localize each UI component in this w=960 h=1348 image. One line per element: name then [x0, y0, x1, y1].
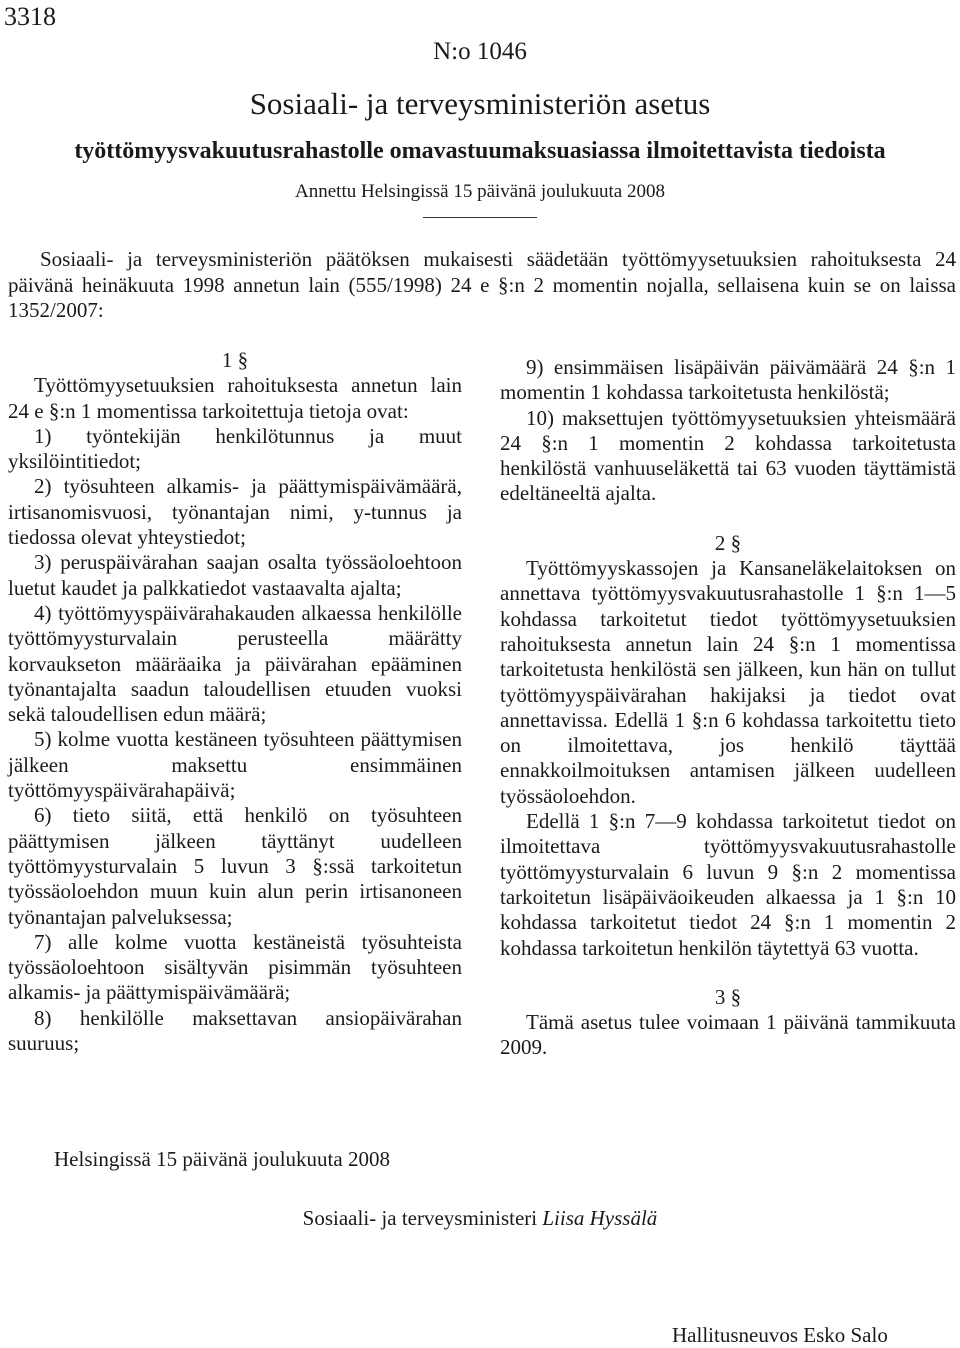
right-column: [500, 355, 956, 1061]
left-column: [8, 348, 462, 1056]
document-number: N:o 1046: [433, 38, 527, 65]
section-2-heading: 2 §: [714, 530, 742, 555]
section-2-paragraph: Edellä 1 §:n 7—9 kohdassa tarkoitetut tiedot on ilmoitettava työttömyysvakuutusrahastolle työttömyysturvalain 6 luvun 9 §:n 2 momentissa tarkoitetun lisäpäiväoikeuden alkaessa ja 1 §:n 10 kohdassa tarkoitetut tiedot 24 §:n 1 momentin 2 kohdassa tarkoitetun henkilön täytettyä 63 vuotta.: [500, 809, 956, 960]
list-item: 6) tieto siitä, että henkilö on työsuhteen päättymisen jälkeen täyttänyt uudelleen työttömyysturvalain 5 luvun 3 §:ssä tarkoitetun työssäoloehdon muun kuin alun perin irtisanoneen työnantajan palveluksessa;: [8, 803, 462, 929]
minister-name: Liisa Hyssälä: [542, 1206, 658, 1230]
issued-line: Annettu Helsingissä 15 päivänä joulukuuta 2008: [295, 181, 665, 202]
spacer: [500, 961, 956, 985]
list-item: 3) peruspäivärahan saajan osalta työssäoloehtoon luetut kaudet ja palkkatiedot vastaavalta ajalta;: [8, 550, 462, 600]
section-1-heading: 1 §: [221, 348, 249, 372]
section-3-heading: 3 §: [714, 984, 742, 1009]
list-item: 4) työttömyyspäivärahakauden alkaessa henkilölle työttömyysturvalain perusteella määrätty korvaukseton määräaika ja päivärahan epääminen työnantajalta saadun taloudellisen etuuden vuoksi sekä taloudellisen edun määrä;: [8, 600, 462, 727]
counsel-signature: Hallitusneuvos Esko Salo: [672, 1323, 888, 1347]
document-title: Sosiaali- ja terveysministeriön asetus: [249, 86, 711, 121]
list-item: 8) henkilölle maksettavan ansiopäivärahan suuruus;: [8, 1005, 462, 1056]
minister-title: Sosiaali- ja terveysministeri: [302, 1206, 538, 1230]
separator-rule: [423, 217, 537, 218]
preamble: Sosiaali- ja terveysministeriön päätöksen mukaisesti säädetään työttömyysetuuksien rahoituksesta 24 päivänä heinäkuuta 1998 annetun lain (555/1998) 24 e §:n 2 momentin nojalla, sellaisena kuin se on laissa 1352/2007:: [8, 247, 956, 322]
spacer: [500, 507, 956, 531]
section-1-intro: Työttömyysetuuksien rahoituksesta annetun lain 24 e §:n 1 momentissa tarkoitettuja tietoja ovat:: [8, 373, 462, 423]
page-number: 3318: [4, 2, 56, 31]
section-2-paragraph: Työttömyyskassojen ja Kansaneläkelaitoksen on annettava työttömyysvakuutusrahastolle 1 §:n 1—5 kohdassa tarkoitetut tiedot työttömyysetuuksien rahoituksesta annetun lain 24 §:n 1 momentissa tarkoitetusta henkilöstä sen jälkeen, kun hän on tullut työttömyyspäivärahan hakijaksi ja tiedot ovat annettavissa. Edellä 1 §:n 6 kohdassa tarkoitettu tieto on ilmoitettava, jos henkilö täyttää ennakkoilmoituksen antamisen jälkeen uudelleen työssäoloehdon.: [500, 556, 956, 808]
list-item: 10) maksettujen työttömyysetuuksien yhteismäärä 24 §:n 1 momentin 2 kohdassa tarkoitetusta henkilöstä vanhuuseläkettä tai 63 vuoden täyttämistä edeltäneeltä ajalta.: [500, 405, 956, 506]
document-subtitle: työttömyysvakuutusrahastolle omavastuumaksuasiassa ilmoitettavista tiedoista: [74, 138, 886, 164]
list-item: 9) ensimmäisen lisäpäivän päivämäärä 24 §:n 1 momentin 1 kohdassa tarkoitetusta henkilöstä;: [500, 355, 956, 405]
signing-place-date: Helsingissä 15 päivänä joulukuuta 2008: [54, 1147, 390, 1171]
list-item: 2) työsuhteen alkamis- ja päättymispäivämäärä, irtisanomisvuosi, työnantajan nimi, y-tunnus ja tiedossa olevat yhteystiedot;: [8, 474, 462, 550]
minister-signature: [0, 1206, 960, 1231]
section-3-text: Tämä asetus tulee voimaan 1 päivänä tammikuuta 2009.: [500, 1010, 956, 1060]
list-item: 1) työntekijän henkilötunnus ja muut yksilöintitiedot;: [8, 423, 462, 474]
list-item: 5) kolme vuotta kestäneen työsuhteen päättymisen jälkeen maksettu ensimmäinen työttömyyspäivärahapäivä;: [8, 727, 462, 803]
list-item: 7) alle kolme vuotta kestäneistä työsuhteista työssäoloehtoon sisältyvän pisimmän työsuhteen alkamis- ja päättymispäivämäärä;: [8, 929, 462, 1005]
